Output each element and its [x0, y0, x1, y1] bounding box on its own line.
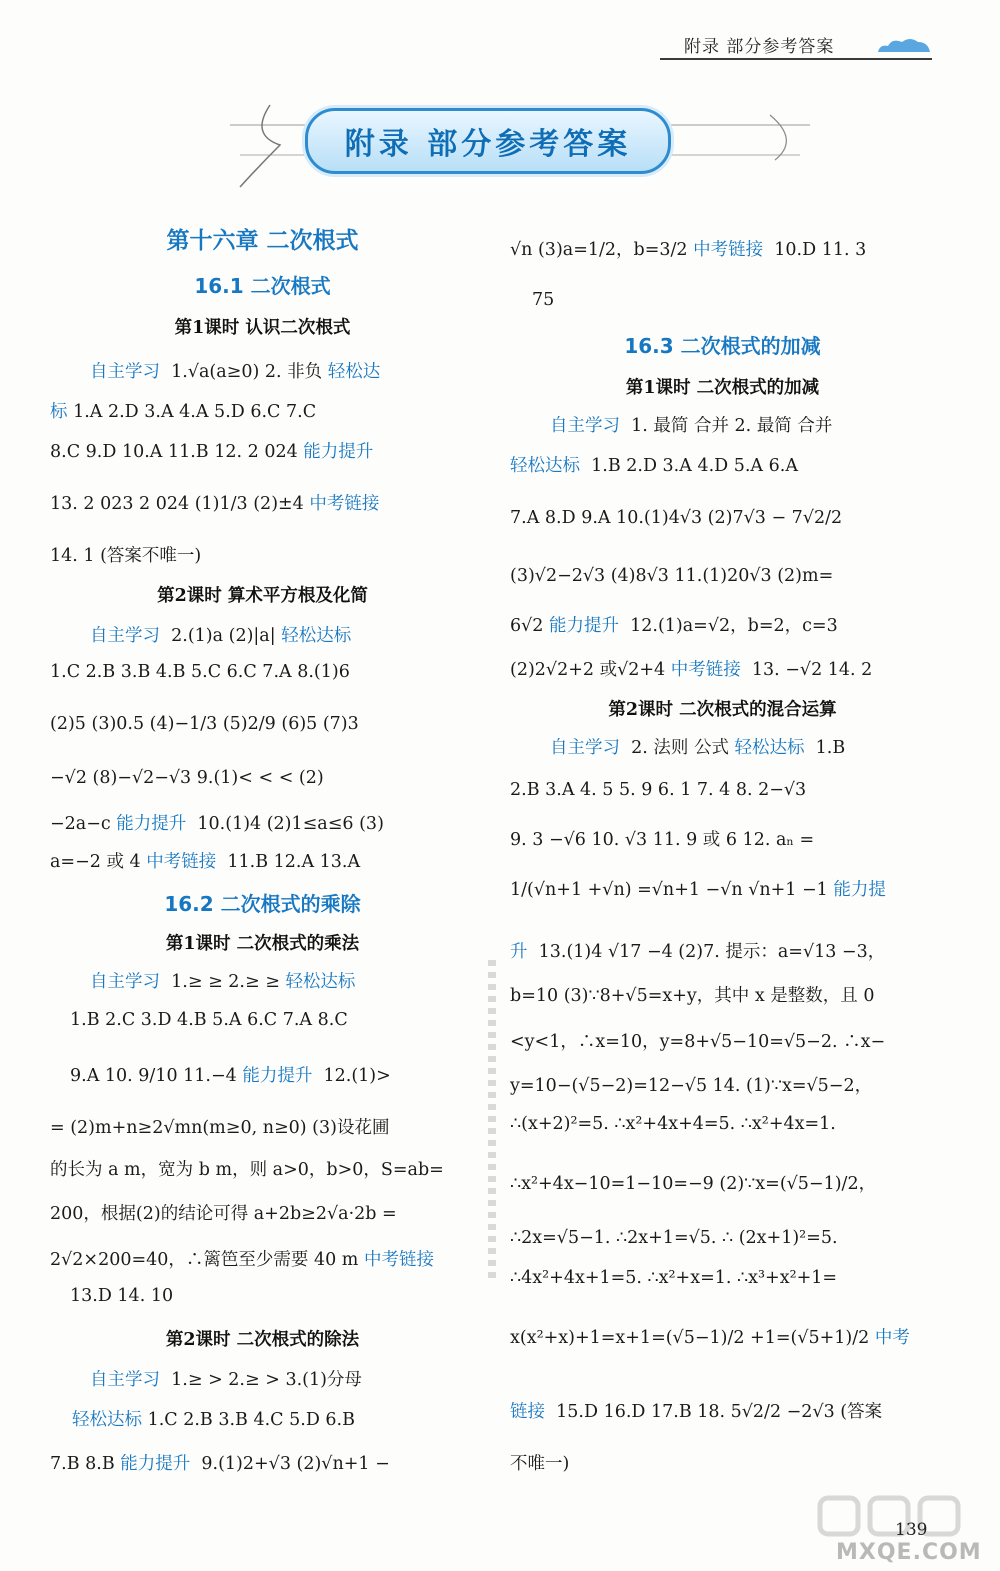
answer-line: 自主学习 1.≥ ≥ 2.≥ ≥ 轻松达标 [90, 972, 356, 992]
running-header: 附录 部分参考答案 [684, 37, 835, 57]
answer-line: 的长为 a m，宽为 b m，则 a>0，b>0，S=ab= [50, 1160, 444, 1180]
answer-line: 1/(√n+1 +√n) =√n+1 −√n √n+1 −1 能力提 [510, 880, 886, 900]
lesson-title: 第2课时 二次根式的混合运算 [608, 700, 837, 720]
answer-line: a=−2 或 4 中考链接 11.B 12.A 13.A [50, 852, 361, 872]
answer-line: 13. 2 023 2 024 (1)1/3 (2)±4 中考链接 [50, 494, 380, 514]
answer-line: −√2 (8)−√2−√3 9.(1)< < < (2) [50, 768, 324, 788]
lesson-title: 第2课时 算术平方根及化简 [157, 586, 368, 606]
answer-line: (2)5 (3)0.5 (4)−1/3 (5)2/9 (6)5 (7)3 [50, 714, 359, 734]
answer-line: (2)2√2+2 或√2+4 中考链接 13. −√2 14. 2 [510, 660, 873, 680]
banner-title: 附录 部分参考答案 [344, 127, 632, 162]
appendix-banner [305, 108, 671, 174]
answer-line: −2a−c 能力提升 10.(1)4 (2)1≤a≤6 (3) [50, 814, 384, 834]
answer-line: y=10−(√5−2)=12−√5 14. (1)∵x=√5−2， [510, 1076, 873, 1096]
answer-line: 1.B 2.C 3.D 4.B 5.A 6.C 7.A 8.C [70, 1010, 348, 1030]
answer-line: √n (3)a=1/2，b=3/2 中考链接 10.D 11. 3 [510, 240, 867, 260]
answer-line: 升 13.(1)4 √17 −4 (2)7. 提示：a=√13 −3， [510, 942, 886, 962]
answer-line: 自主学习 1.√a(a≥0) 2. 非负 轻松达 [90, 362, 381, 382]
answer-line: ∴x²+4x−10=1−10=−9 (2)∵x=(√5−1)/2， [510, 1174, 877, 1194]
answer-line: 8.C 9.D 10.A 11.B 12. 2 024 能力提升 [50, 442, 374, 462]
lesson-title: 第1课时 二次根式的加减 [625, 378, 820, 398]
answer-line: 1.C 2.B 3.B 4.B 5.C 6.C 7.A 8.(1)6 [50, 662, 350, 682]
lesson-title: 第2课时 二次根式的除法 [165, 1330, 360, 1350]
answer-line: ∴2x=√5−1. ∴2x+1=√5. ∴ (2x+1)²=5. [510, 1228, 838, 1248]
section-title: 16.1 二次根式 [194, 274, 331, 298]
header-rule [660, 58, 932, 60]
answer-line: 75 [532, 290, 555, 310]
answer-line: 200，根据(2)的结论可得 a+2b≥2√a·2b = [50, 1204, 397, 1224]
answer-line: 14. 1 (答案不唯一) [50, 546, 202, 566]
section-title: 16.3 二次根式的加减 [624, 334, 821, 358]
answer-line: 轻松达标 1.B 2.D 3.A 4.D 5.A 6.A [510, 456, 798, 476]
answer-line: x(x²+x)+1=x+1=(√5−1)/2 +1=(√5+1)/2 中考 [510, 1328, 910, 1348]
answer-line: 2.B 3.A 4. 5 5. 9 6. 1 7. 4 8. 2−√3 [510, 780, 807, 800]
answer-line: 7.B 8.B 能力提升 9.(1)2+√3 (2)√n+1 − [50, 1454, 390, 1474]
chapter-title: 第十六章 二次根式 [166, 228, 359, 254]
answer-line: (3)√2−2√3 (4)8√3 11.(1)20√3 (2)m= [510, 566, 834, 586]
answer-line: = (2)m+n≥2√mn(m≥0, n≥0) (3)设花圃 [50, 1118, 390, 1138]
section-title: 16.2 二次根式的乘除 [164, 892, 361, 916]
answer-line: 7.A 8.D 9.A 10.(1)4√3 (2)7√3 − 7√2/2 [510, 508, 843, 528]
answer-line: 自主学习 2.(1)a (2)|a| 轻松达标 [90, 626, 352, 646]
answer-line: 链接 15.D 16.D 17.B 18. 5√2/2 −2√3 (答案 [510, 1402, 883, 1422]
answer-line: 13.D 14. 10 [70, 1286, 174, 1306]
answer-line: 自主学习 1.≥ > 2.≥ > 3.(1)分母 [90, 1370, 362, 1390]
page-number: 139 [895, 1520, 928, 1540]
watermark-text: MXQE.COM [836, 1540, 982, 1565]
answer-line: 自主学习 2. 法则 公式 轻松达标 1.B [550, 738, 846, 758]
answer-line: ∴(x+2)²=5. ∴x²+4x+4=5. ∴x²+4x=1. [510, 1114, 836, 1134]
answer-line: 自主学习 1. 最简 合并 2. 最简 合并 [550, 416, 833, 436]
answer-line: 9. 3 −√6 10. √3 11. 9 或 6 12. aₙ = [510, 830, 815, 850]
answer-line: 6√2 能力提升 12.(1)a=√2，b=2，c=3 [510, 616, 838, 636]
answer-line: ∴4x²+4x+1=5. ∴x²+x=1. ∴x³+x²+1= [510, 1268, 838, 1288]
answer-line: 轻松达标 1.C 2.B 3.B 4.C 5.D 6.B [72, 1410, 355, 1430]
binding-marks [488, 960, 496, 1280]
lesson-title: 第1课时 二次根式的乘法 [165, 934, 360, 954]
answer-line: 2√2×200=40，∴篱笆至少需要 40 m 中考链接 [50, 1250, 434, 1270]
lesson-title: 第1课时 认识二次根式 [174, 318, 351, 338]
answer-line: b=10 (3)∵8+√5=x+y，其中 x 是整数，且 0 [510, 986, 875, 1006]
answer-line: 标 1.A 2.D 3.A 4.A 5.D 6.C 7.C [50, 402, 317, 422]
cloud-icon [876, 36, 932, 54]
answer-line: 9.A 10. 9/10 11.−4 能力提升 12.(1)> [70, 1066, 391, 1086]
answer-line: 不唯一) [510, 1454, 570, 1474]
answer-line: <y<1，∴x=10，y=8+√5−10=√5−2. ∴x− [510, 1032, 886, 1052]
